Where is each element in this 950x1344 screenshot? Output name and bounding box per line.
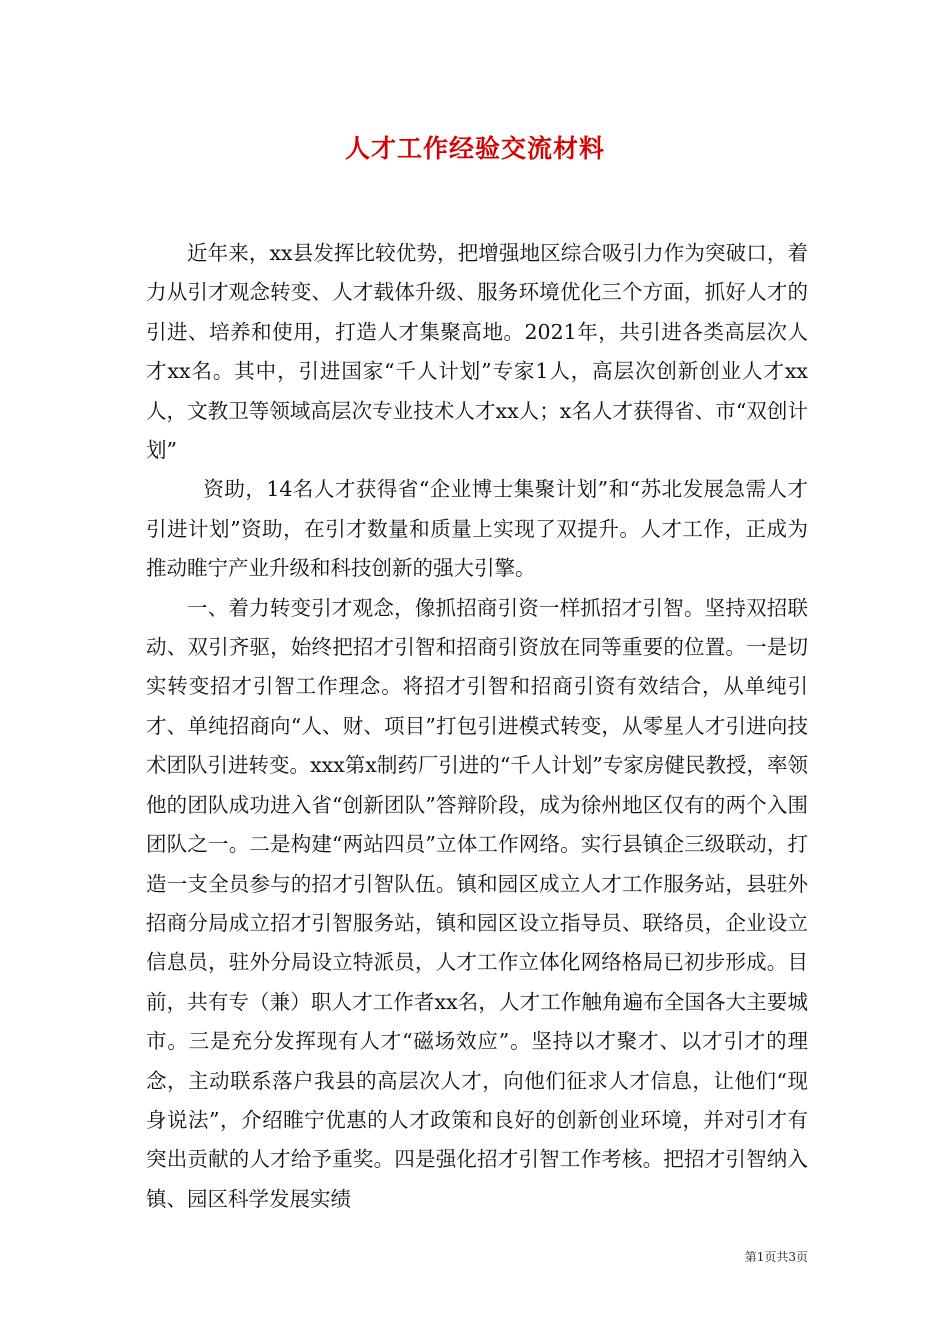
paragraph-intro: 近年来，xx县发挥比较优势，把增强地区综合吸引力作为突破口，着力从引才观念转变、人才载体升级、服务环境优化三个方面，抓好人才的引进、培养和使用，打造人才集聚高地。2021年，共引进各类高层次人才xx名。其中，引进国家“千人计划”专家1人，高层次创新创业人才xx人，文教卫等领域高层次专业技术人才xx人；x名人才获得省、市“双创计划” [146,241,808,463]
document-body [146,234,808,1219]
page-number: 第1页共3页 [744,1250,808,1264]
document-title: 人才工作经验交流材料 [344,134,605,163]
paragraph-funding: 资助，14名人才获得省“企业博士集聚计划”和“苏北发展急需人才引进计划”资助，在引才数量和质量上实现了双提升。人才工作，正成为推动睢宁产业升级和科技创新的强大引擎。 [146,477,808,581]
paragraph-section-one: 一、着力转变引才观念，像抓招商引资一样抓招才引智。坚持双招联动、双引齐驱，始终把招才引智和招商引资放在同等重要的位置。一是切实转变招才引智工作理念。将招才引智和招商引资有效结合，从单纯引才、单纯招商向“人、财、项目”打包引进模式转变，从零星人才引进向技术团队引进转变。xxx第x制药厂引进的“千人计划”专家房健民教授，率领他的团队成功进入省“创新团队”答辩阶段，成为徐州地区仅有的两个入围团队之一。二是构建“两站四员”立体工作网络。实行县镇企三级联动，打造一支全员参与的招才引智队伍。镇和园区成立人才工作服务站，县驻外招商分局成立招才引智服务站，镇和园区设立指导员、联络员，企业设立信息员，驻外分局设立特派员，人才工作立体化网络格局已初步形成。目前，共有专（兼）职人才工作者xx名，人才工作触角遍布全国各大主要城市。三是充分发挥现有人才“磁场效应”。坚持以才聚才、以才引才的理念，主动联系落户我县的高层次人才，向他们征求人才信息，让他们“现身说法”，介绍睢宁优惠的人才政策和良好的创新创业环境，并对引才有突出贡献的人才给予重奖。四是强化招才引智工作考核。把招才引智纳入镇、园区科学发展实绩 [146,595,808,1211]
